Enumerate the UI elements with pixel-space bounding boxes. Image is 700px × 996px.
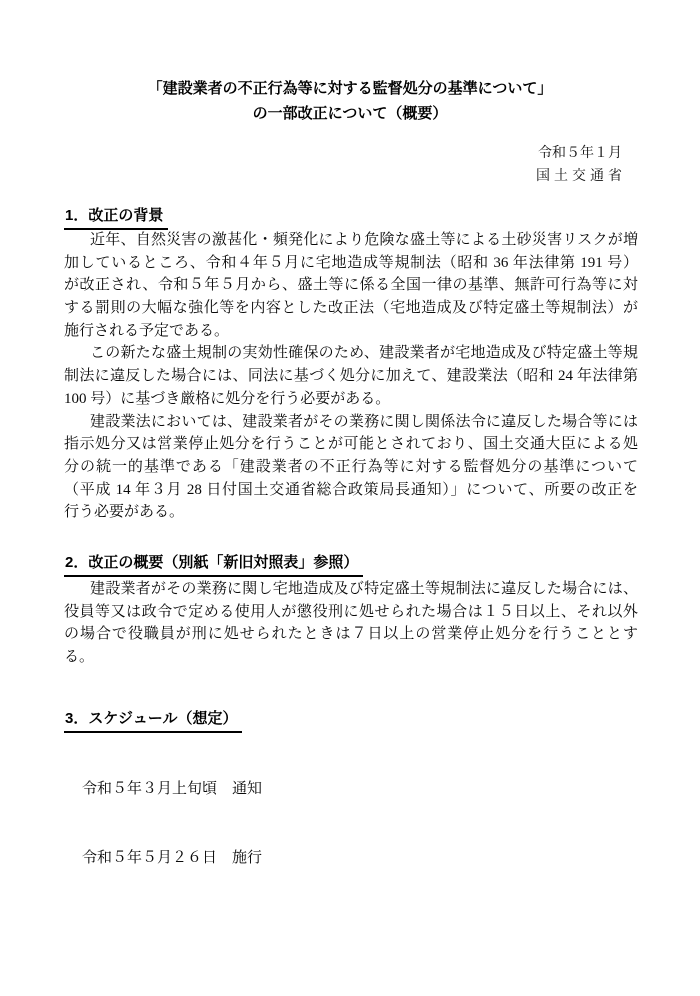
section-1-body (64, 229, 638, 524)
body-line: 施行される予定である。 (64, 322, 230, 339)
section-1-heading (64, 206, 168, 230)
body-line: 建設業者がその業務に関し宅地造成及び特定盛土等規制法に違反した場合には、 (90, 581, 638, 597)
body-line: 近年、自然災害の激甚化・頻発化により危険な盛土等による土砂災害リスクが増 (90, 232, 638, 248)
body-line: の場合で役職員が刑に処せられたときは７日以上の営業停止処分を行うこととす (64, 626, 638, 643)
body-line: 分の統一的基準である「建設業者の不正行為等に対する監督処分の基準について (64, 458, 638, 475)
section-3-heading-text: 3．スケジュール（想定） (64, 709, 242, 733)
document-date: 令和５年１月 (538, 144, 622, 160)
body-line: 100 号）に基づき厳格に処分を行う必要がある。 (64, 390, 391, 407)
title-line-1: 「建設業者の不正行為等に対する監督処分の基準について」 (147, 80, 553, 97)
organization-name: 国土交通省 (536, 167, 626, 183)
section-2-body (64, 578, 638, 669)
body-line: する罰則の大幅な強化等を内容とした改正法（宅地造成及び特定盛土等規制法）が (64, 300, 638, 317)
body-line: （平成 14 年３月 28 日付国土交通省総合政策局長通知）」について、所要の改正を (64, 481, 638, 498)
schedule-item: 令和５年５月２６日 施行 (82, 850, 263, 866)
body-line: が改正され、令和５年５月から、盛土等に係る全国一律の基準、無許可行為等に対 (64, 277, 638, 294)
body-line: 行う必要がある。 (64, 504, 185, 521)
body-line: 加しているところ、令和４年５月に宅地造成等規制法（昭和 36 年法律第 191 号） (64, 254, 638, 271)
section-1-heading-text: 1．改正の背景 (64, 206, 168, 230)
body-line: 役員等又は政令で定める使用人が懲役刑に処せられた場合は１５日以上、それ以外 (64, 603, 638, 620)
body-line: この新たな盛土規制の実効性確保のため、建設業者が宅地造成及び特定盛土等規 (90, 345, 638, 362)
title-line-2: の一部改正について（概要） (252, 105, 448, 122)
schedule-list (82, 732, 262, 916)
body-line: る。 (64, 649, 95, 666)
schedule-item: 令和５年３月上旬頃 通知 (82, 781, 263, 797)
body-line: 指示処分又は営業停止処分を行うことが可能とされており、国土交通大臣による処 (64, 436, 638, 453)
document-title (0, 76, 700, 126)
body-line: 建設業法においては、建設業者がその業務に関し関係法令に違反した場合等には (90, 413, 638, 430)
body-line: 制法に違反した場合には、同法に基づく処分に加えて、建設業法（昭和 24 年法律第 (64, 368, 638, 385)
section-2-heading (64, 553, 363, 577)
section-3-heading (64, 709, 242, 733)
date-org-block (536, 141, 626, 187)
section-2-heading-text: 2．改正の概要（別紙「新旧対照表」参照） (64, 553, 363, 577)
